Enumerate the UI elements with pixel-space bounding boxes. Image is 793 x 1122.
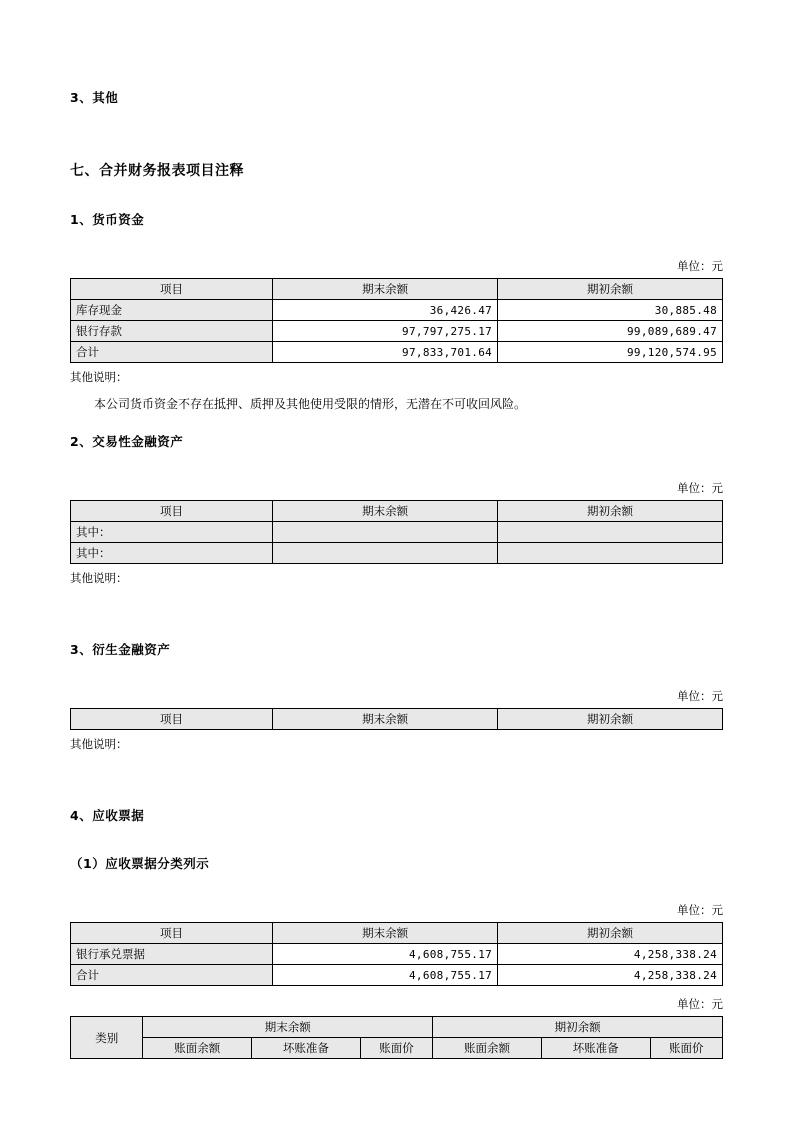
- note4-unit2: 单位：元: [677, 997, 723, 1012]
- column-header: 账面余额: [433, 1038, 542, 1059]
- note4-aging-table: [70, 1016, 723, 1059]
- column-header: 期初余额: [498, 501, 723, 522]
- column-header: 项目: [71, 923, 273, 944]
- note3-unit: 单位：元: [677, 689, 723, 704]
- row-begin-value: 4,258,338.24: [498, 965, 723, 986]
- note4-unit: 单位：元: [677, 903, 723, 918]
- spacer: [70, 658, 723, 688]
- spacer: [70, 414, 723, 432]
- note1-unit: 单位：元: [677, 259, 723, 273]
- row-label: 其中：: [71, 522, 273, 543]
- spacer: [70, 586, 723, 640]
- row-begin-value: [498, 522, 723, 543]
- row-begin-value: 99,120,574.95: [498, 342, 723, 363]
- column-header: 期末余额: [273, 923, 498, 944]
- row-end-value: [273, 522, 498, 543]
- column-header: 期末余额: [273, 501, 498, 522]
- table-header-row: [71, 709, 723, 730]
- note1-heading: 1、货币资金: [70, 212, 145, 227]
- row-end-value: 4,608,755.17: [273, 944, 498, 965]
- table-row: [71, 321, 723, 342]
- note4-table: [70, 922, 723, 986]
- column-header-begin-group: 期初余额: [433, 1017, 723, 1038]
- row-begin-value: [498, 543, 723, 564]
- row-begin-value: 99,089,689.47: [498, 321, 723, 342]
- row-label: 其中：: [71, 543, 273, 564]
- note2-other-label: 其他说明：: [70, 571, 128, 586]
- table-header-row: [71, 501, 723, 522]
- note1-other-text: 本公司货币资金不存在抵押、质押及其他使用受限的情形，无潜在不可收回风险。: [94, 397, 527, 411]
- row-end-value: 97,833,701.64: [273, 342, 498, 363]
- row-label: 银行存款: [71, 321, 273, 342]
- table-header-row-sub: [71, 1038, 723, 1059]
- note3-heading: 3、衍生金融资产: [70, 642, 171, 658]
- row-label: 银行承兑票据: [71, 944, 273, 965]
- table-row: [71, 944, 723, 965]
- table-header-row: [71, 279, 723, 300]
- note4-sub-heading: （1）应收票据分类列示: [70, 856, 210, 872]
- note1-table: [70, 278, 723, 363]
- row-label: 合计: [71, 342, 273, 363]
- table-row-total: [71, 965, 723, 986]
- column-header: 期末余额: [273, 279, 498, 300]
- row-begin-value: 30,885.48: [498, 300, 723, 321]
- column-header: 账面余额: [143, 1038, 252, 1059]
- column-header: 期初余额: [498, 923, 723, 944]
- column-header: 项目: [71, 279, 273, 300]
- row-end-value: 36,426.47: [273, 300, 498, 321]
- column-header: 期初余额: [498, 709, 723, 730]
- note3-table: [70, 708, 723, 730]
- table-row: [71, 300, 723, 321]
- table-row-total: [71, 342, 723, 363]
- column-header: 账面价: [360, 1038, 432, 1059]
- column-header: 坏账准备: [252, 1038, 361, 1059]
- spacer: [70, 824, 723, 854]
- row-begin-value: 4,258,338.24: [498, 944, 723, 965]
- note2-table: [70, 500, 723, 564]
- column-header: 项目: [71, 709, 273, 730]
- row-end-value: 4,608,755.17: [273, 965, 498, 986]
- row-end-value: 97,797,275.17: [273, 321, 498, 342]
- column-header-end-group: 期末余额: [143, 1017, 433, 1038]
- spacer: [70, 450, 723, 480]
- column-header: 期末余额: [273, 709, 498, 730]
- table-row: [71, 543, 723, 564]
- table-header-row: [71, 923, 723, 944]
- row-label: 合计: [71, 965, 273, 986]
- section-item-other: 3、其他: [70, 90, 119, 105]
- note2-heading: 2、交易性金融资产: [70, 434, 184, 450]
- row-label: 库存现金: [71, 300, 273, 321]
- column-header: 项目: [71, 501, 273, 522]
- note1-other-label: 其他说明：: [70, 370, 128, 384]
- spacer: [70, 752, 723, 806]
- spacer: [70, 106, 723, 160]
- note3-other-label: 其他说明：: [70, 737, 128, 752]
- table-row: [71, 522, 723, 543]
- note2-unit: 单位：元: [677, 481, 723, 496]
- table-header-row-group: [71, 1017, 723, 1038]
- note4-heading: 4、应收票据: [70, 808, 145, 824]
- column-header-category: 类别: [71, 1017, 143, 1059]
- row-end-value: [273, 543, 498, 564]
- column-header: 坏账准备: [541, 1038, 650, 1059]
- spacer: [70, 986, 723, 996]
- section-heading-seven: 七、合并财务报表项目注释: [70, 163, 244, 179]
- spacer: [70, 872, 723, 902]
- column-header: 账面价: [650, 1038, 722, 1059]
- column-header: 期初余额: [498, 279, 723, 300]
- spacer: [70, 180, 723, 210]
- spacer: [70, 228, 723, 258]
